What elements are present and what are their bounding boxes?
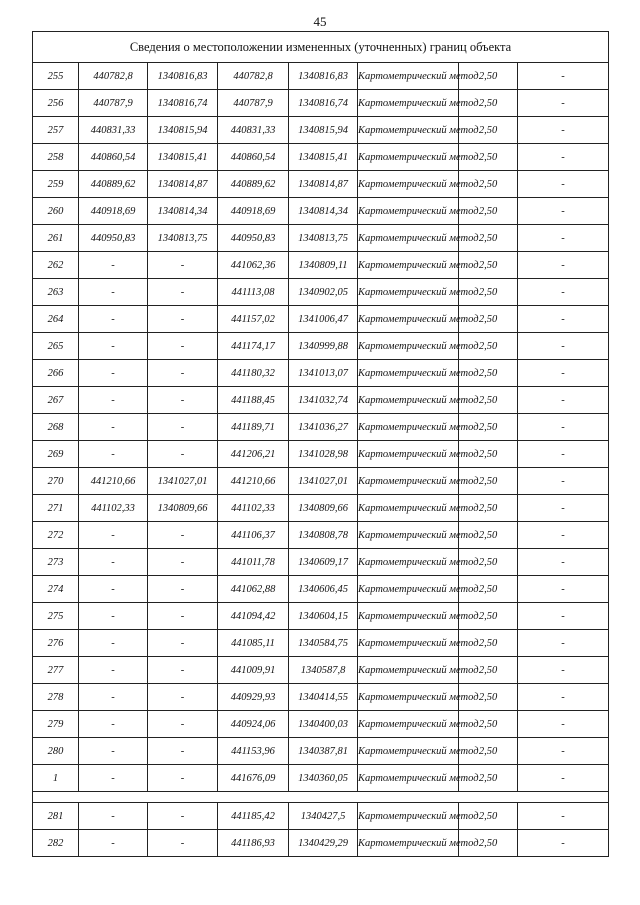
cell-existing-x: 441102,33 xyxy=(79,495,148,522)
cell-note: - xyxy=(518,252,609,279)
cell-refined-y: 1340427,5 xyxy=(289,803,358,830)
cell-note: - xyxy=(518,225,609,252)
cell-note: - xyxy=(518,63,609,90)
cell-existing-y: - xyxy=(148,387,218,414)
table-row xyxy=(33,144,609,171)
coordinates-table xyxy=(32,31,609,857)
cell-existing-y: - xyxy=(148,333,218,360)
table-gap-row xyxy=(33,792,609,803)
table-row xyxy=(33,441,609,468)
cell-method: Картометрический метод xyxy=(358,738,459,765)
cell-accuracy: 2,50 xyxy=(459,117,518,144)
cell-accuracy: 2,50 xyxy=(459,684,518,711)
cell-refined-y: 1340814,34 xyxy=(289,198,358,225)
table-row xyxy=(33,468,609,495)
cell-refined-y: 1340815,94 xyxy=(289,117,358,144)
cell-existing-x: - xyxy=(79,414,148,441)
cell-refined-x: 440929,93 xyxy=(218,684,289,711)
cell-method: Картометрический метод xyxy=(358,657,459,684)
cell-existing-x: - xyxy=(79,684,148,711)
cell-existing-y: 1340814,87 xyxy=(148,171,218,198)
cell-accuracy: 2,50 xyxy=(459,765,518,792)
cell-existing-y: - xyxy=(148,522,218,549)
table-row xyxy=(33,279,609,306)
cell-point-number: 257 xyxy=(33,117,79,144)
cell-point-number: 264 xyxy=(33,306,79,333)
cell-existing-y: - xyxy=(148,738,218,765)
cell-existing-y: - xyxy=(148,306,218,333)
cell-method: Картометрический метод xyxy=(358,765,459,792)
cell-existing-x: - xyxy=(79,252,148,279)
table-row xyxy=(33,198,609,225)
cell-note: - xyxy=(518,468,609,495)
cell-accuracy: 2,50 xyxy=(459,90,518,117)
cell-accuracy: 2,50 xyxy=(459,279,518,306)
cell-refined-x: 441062,36 xyxy=(218,252,289,279)
cell-point-number: 277 xyxy=(33,657,79,684)
cell-point-number: 263 xyxy=(33,279,79,306)
cell-existing-y: - xyxy=(148,657,218,684)
cell-accuracy: 2,50 xyxy=(459,495,518,522)
cell-method: Картометрический метод xyxy=(358,830,459,857)
cell-point-number: 270 xyxy=(33,468,79,495)
cell-existing-y: - xyxy=(148,830,218,857)
cell-accuracy: 2,50 xyxy=(459,387,518,414)
cell-note: - xyxy=(518,90,609,117)
cell-method: Картометрический метод xyxy=(358,117,459,144)
cell-point-number: 274 xyxy=(33,576,79,603)
table-row xyxy=(33,765,609,792)
cell-method: Картометрический метод xyxy=(358,387,459,414)
cell-existing-x: - xyxy=(79,630,148,657)
cell-point-number: 260 xyxy=(33,198,79,225)
cell-refined-x: 440860,54 xyxy=(218,144,289,171)
table-row xyxy=(33,803,609,830)
table-row xyxy=(33,90,609,117)
cell-existing-x: 440782,8 xyxy=(79,63,148,90)
cell-existing-y: - xyxy=(148,630,218,657)
cell-method: Картометрический метод xyxy=(358,171,459,198)
table-row xyxy=(33,171,609,198)
table-row xyxy=(33,414,609,441)
cell-existing-y: 1340815,41 xyxy=(148,144,218,171)
cell-note: - xyxy=(518,803,609,830)
cell-existing-x: - xyxy=(79,387,148,414)
page-number: 45 xyxy=(313,14,327,29)
cell-point-number: 271 xyxy=(33,495,79,522)
cell-existing-x: 440889,62 xyxy=(79,171,148,198)
cell-refined-x: 441157,02 xyxy=(218,306,289,333)
cell-existing-y: - xyxy=(148,279,218,306)
table-row xyxy=(33,306,609,333)
cell-refined-x: 441174,17 xyxy=(218,333,289,360)
cell-refined-y: 1340809,11 xyxy=(289,252,358,279)
cell-accuracy: 2,50 xyxy=(459,252,518,279)
cell-method: Картометрический метод xyxy=(358,252,459,279)
cell-refined-y: 1340360,05 xyxy=(289,765,358,792)
cell-existing-y: 1340814,34 xyxy=(148,198,218,225)
cell-refined-x: 441206,21 xyxy=(218,441,289,468)
cell-refined-x: 441113,08 xyxy=(218,279,289,306)
cell-accuracy: 2,50 xyxy=(459,468,518,495)
cell-refined-y: 1341036,27 xyxy=(289,414,358,441)
cell-method: Картометрический метод xyxy=(358,576,459,603)
cell-point-number: 269 xyxy=(33,441,79,468)
cell-existing-x: - xyxy=(79,333,148,360)
cell-refined-y: 1340816,74 xyxy=(289,90,358,117)
cell-existing-y: - xyxy=(148,441,218,468)
cell-refined-y: 1341027,01 xyxy=(289,468,358,495)
cell-existing-x: - xyxy=(79,603,148,630)
cell-note: - xyxy=(518,144,609,171)
cell-refined-y: 1340999,88 xyxy=(289,333,358,360)
cell-note: - xyxy=(518,711,609,738)
cell-refined-x: 441106,37 xyxy=(218,522,289,549)
table-row xyxy=(33,549,609,576)
cell-existing-x: - xyxy=(79,711,148,738)
cell-point-number: 275 xyxy=(33,603,79,630)
cell-accuracy: 2,50 xyxy=(459,803,518,830)
cell-existing-x: 440918,69 xyxy=(79,198,148,225)
cell-existing-x: - xyxy=(79,522,148,549)
cell-existing-y: - xyxy=(148,360,218,387)
cell-method: Картометрический метод xyxy=(358,630,459,657)
cell-refined-x: 441009,91 xyxy=(218,657,289,684)
cell-point-number: 259 xyxy=(33,171,79,198)
cell-refined-y: 1340606,45 xyxy=(289,576,358,603)
cell-refined-x: 441189,71 xyxy=(218,414,289,441)
table-row xyxy=(33,522,609,549)
cell-existing-y: 1340816,83 xyxy=(148,63,218,90)
cell-point-number: 256 xyxy=(33,90,79,117)
cell-point-number: 276 xyxy=(33,630,79,657)
table-row xyxy=(33,657,609,684)
cell-point-number: 267 xyxy=(33,387,79,414)
cell-point-number: 278 xyxy=(33,684,79,711)
cell-refined-y: 1341006,47 xyxy=(289,306,358,333)
cell-note: - xyxy=(518,414,609,441)
table-row xyxy=(33,684,609,711)
cell-refined-x: 441011,78 xyxy=(218,549,289,576)
cell-point-number: 268 xyxy=(33,414,79,441)
cell-existing-y: 1340815,94 xyxy=(148,117,218,144)
cell-existing-y: - xyxy=(148,414,218,441)
cell-method: Картометрический метод xyxy=(358,414,459,441)
table-row xyxy=(33,63,609,90)
cell-refined-x: 440831,33 xyxy=(218,117,289,144)
cell-point-number: 273 xyxy=(33,549,79,576)
cell-accuracy: 2,50 xyxy=(459,171,518,198)
cell-method: Картометрический метод xyxy=(358,603,459,630)
cell-note: - xyxy=(518,549,609,576)
cell-note: - xyxy=(518,171,609,198)
cell-existing-y: - xyxy=(148,684,218,711)
table-title-row xyxy=(33,32,609,63)
cell-refined-x: 441186,93 xyxy=(218,830,289,857)
cell-refined-y: 1341032,74 xyxy=(289,387,358,414)
cell-refined-x: 440950,83 xyxy=(218,225,289,252)
table-row xyxy=(33,360,609,387)
cell-existing-y: - xyxy=(148,252,218,279)
cell-refined-y: 1340604,15 xyxy=(289,603,358,630)
cell-method: Картометрический метод xyxy=(358,225,459,252)
cell-point-number: 1 xyxy=(33,765,79,792)
table-row xyxy=(33,387,609,414)
cell-existing-x: 440787,9 xyxy=(79,90,148,117)
table-row xyxy=(33,711,609,738)
cell-note: - xyxy=(518,603,609,630)
cell-note: - xyxy=(518,630,609,657)
cell-accuracy: 2,50 xyxy=(459,657,518,684)
cell-existing-y: - xyxy=(148,711,218,738)
cell-existing-x: 440831,33 xyxy=(79,117,148,144)
gap-cell xyxy=(33,792,609,803)
cell-point-number: 272 xyxy=(33,522,79,549)
cell-note: - xyxy=(518,198,609,225)
cell-note: - xyxy=(518,765,609,792)
cell-accuracy: 2,50 xyxy=(459,830,518,857)
cell-note: - xyxy=(518,333,609,360)
cell-refined-y: 1340400,03 xyxy=(289,711,358,738)
cell-note: - xyxy=(518,387,609,414)
cell-refined-x: 441210,66 xyxy=(218,468,289,495)
cell-existing-y: - xyxy=(148,549,218,576)
cell-existing-x: - xyxy=(79,360,148,387)
cell-point-number: 265 xyxy=(33,333,79,360)
table-row xyxy=(33,117,609,144)
cell-point-number: 255 xyxy=(33,63,79,90)
cell-refined-x: 441085,11 xyxy=(218,630,289,657)
cell-accuracy: 2,50 xyxy=(459,630,518,657)
cell-accuracy: 2,50 xyxy=(459,603,518,630)
cell-accuracy: 2,50 xyxy=(459,225,518,252)
cell-existing-y: 1341027,01 xyxy=(148,468,218,495)
cell-note: - xyxy=(518,576,609,603)
cell-method: Картометрический метод xyxy=(358,90,459,117)
cell-accuracy: 2,50 xyxy=(459,441,518,468)
cell-refined-x: 441062,88 xyxy=(218,576,289,603)
cell-method: Картометрический метод xyxy=(358,441,459,468)
cell-accuracy: 2,50 xyxy=(459,414,518,441)
cell-method: Картометрический метод xyxy=(358,468,459,495)
cell-refined-y: 1341028,98 xyxy=(289,441,358,468)
cell-existing-x: - xyxy=(79,576,148,603)
table-row xyxy=(33,495,609,522)
cell-note: - xyxy=(518,360,609,387)
cell-existing-x: - xyxy=(79,765,148,792)
cell-existing-x: - xyxy=(79,830,148,857)
cell-accuracy: 2,50 xyxy=(459,333,518,360)
cell-refined-y: 1341013,07 xyxy=(289,360,358,387)
table-row xyxy=(33,630,609,657)
cell-refined-x: 441180,32 xyxy=(218,360,289,387)
table-row xyxy=(33,830,609,857)
cell-accuracy: 2,50 xyxy=(459,738,518,765)
table-row xyxy=(33,576,609,603)
table-row xyxy=(33,333,609,360)
cell-accuracy: 2,50 xyxy=(459,306,518,333)
cell-method: Картометрический метод xyxy=(358,63,459,90)
cell-method: Картометрический метод xyxy=(358,144,459,171)
cell-refined-x: 441153,96 xyxy=(218,738,289,765)
cell-note: - xyxy=(518,279,609,306)
cell-existing-y: 1340816,74 xyxy=(148,90,218,117)
cell-accuracy: 2,50 xyxy=(459,360,518,387)
cell-refined-x: 440889,62 xyxy=(218,171,289,198)
cell-method: Картометрический метод xyxy=(358,306,459,333)
cell-method: Картометрический метод xyxy=(358,279,459,306)
cell-point-number: 266 xyxy=(33,360,79,387)
cell-accuracy: 2,50 xyxy=(459,522,518,549)
cell-method: Картометрический метод xyxy=(358,549,459,576)
cell-refined-y: 1340816,83 xyxy=(289,63,358,90)
cell-method: Картометрический метод xyxy=(358,198,459,225)
cell-existing-x: - xyxy=(79,738,148,765)
cell-note: - xyxy=(518,306,609,333)
cell-note: - xyxy=(518,657,609,684)
table-row xyxy=(33,252,609,279)
cell-point-number: 281 xyxy=(33,803,79,830)
cell-existing-x: - xyxy=(79,657,148,684)
cell-existing-x: 440950,83 xyxy=(79,225,148,252)
cell-method: Картометрический метод xyxy=(358,711,459,738)
cell-refined-x: 440918,69 xyxy=(218,198,289,225)
cell-existing-y: - xyxy=(148,576,218,603)
cell-note: - xyxy=(518,495,609,522)
cell-refined-y: 1340809,66 xyxy=(289,495,358,522)
cell-existing-y: 1340809,66 xyxy=(148,495,218,522)
cell-refined-y: 1340815,41 xyxy=(289,144,358,171)
cell-refined-y: 1340813,75 xyxy=(289,225,358,252)
cell-refined-y: 1340808,78 xyxy=(289,522,358,549)
cell-note: - xyxy=(518,830,609,857)
cell-accuracy: 2,50 xyxy=(459,63,518,90)
cell-method: Картометрический метод xyxy=(358,522,459,549)
cell-point-number: 282 xyxy=(33,830,79,857)
cell-refined-x: 440787,9 xyxy=(218,90,289,117)
cell-refined-x: 441188,45 xyxy=(218,387,289,414)
cell-existing-x: 440860,54 xyxy=(79,144,148,171)
cell-refined-x: 441102,33 xyxy=(218,495,289,522)
cell-existing-x: - xyxy=(79,549,148,576)
cell-accuracy: 2,50 xyxy=(459,711,518,738)
table-row xyxy=(33,603,609,630)
cell-refined-y: 1340609,17 xyxy=(289,549,358,576)
cell-note: - xyxy=(518,441,609,468)
cell-note: - xyxy=(518,117,609,144)
cell-refined-y: 1340587,8 xyxy=(289,657,358,684)
table-row xyxy=(33,225,609,252)
cell-refined-y: 1340414,55 xyxy=(289,684,358,711)
cell-refined-y: 1340814,87 xyxy=(289,171,358,198)
cell-point-number: 261 xyxy=(33,225,79,252)
cell-existing-y: - xyxy=(148,603,218,630)
cell-existing-y: - xyxy=(148,803,218,830)
cell-accuracy: 2,50 xyxy=(459,549,518,576)
cell-note: - xyxy=(518,522,609,549)
cell-point-number: 280 xyxy=(33,738,79,765)
cell-method: Картометрический метод xyxy=(358,684,459,711)
cell-existing-x: - xyxy=(79,803,148,830)
cell-existing-y: - xyxy=(148,765,218,792)
cell-existing-x: - xyxy=(79,279,148,306)
cell-refined-x: 440924,06 xyxy=(218,711,289,738)
cell-note: - xyxy=(518,684,609,711)
cell-point-number: 258 xyxy=(33,144,79,171)
cell-method: Картометрический метод xyxy=(358,803,459,830)
cell-point-number: 262 xyxy=(33,252,79,279)
cell-existing-x: 441210,66 xyxy=(79,468,148,495)
cell-accuracy: 2,50 xyxy=(459,576,518,603)
cell-refined-x: 441185,42 xyxy=(218,803,289,830)
cell-method: Картометрический метод xyxy=(358,360,459,387)
cell-method: Картометрический метод xyxy=(358,333,459,360)
cell-refined-y: 1340584,75 xyxy=(289,630,358,657)
cell-accuracy: 2,50 xyxy=(459,144,518,171)
cell-accuracy: 2,50 xyxy=(459,198,518,225)
cell-refined-y: 1340902,05 xyxy=(289,279,358,306)
cell-existing-y: 1340813,75 xyxy=(148,225,218,252)
cell-method: Картометрический метод xyxy=(358,495,459,522)
cell-refined-x: 441094,42 xyxy=(218,603,289,630)
cell-existing-x: - xyxy=(79,306,148,333)
cell-point-number: 279 xyxy=(33,711,79,738)
cell-existing-x: - xyxy=(79,441,148,468)
table-row xyxy=(33,738,609,765)
cell-refined-x: 440782,8 xyxy=(218,63,289,90)
table-title: Сведения о местоположении измененных (уточненных) границ объекта xyxy=(33,32,609,63)
cell-refined-x: 441676,09 xyxy=(218,765,289,792)
cell-refined-y: 1340387,81 xyxy=(289,738,358,765)
cell-refined-y: 1340429,29 xyxy=(289,830,358,857)
cell-note: - xyxy=(518,738,609,765)
